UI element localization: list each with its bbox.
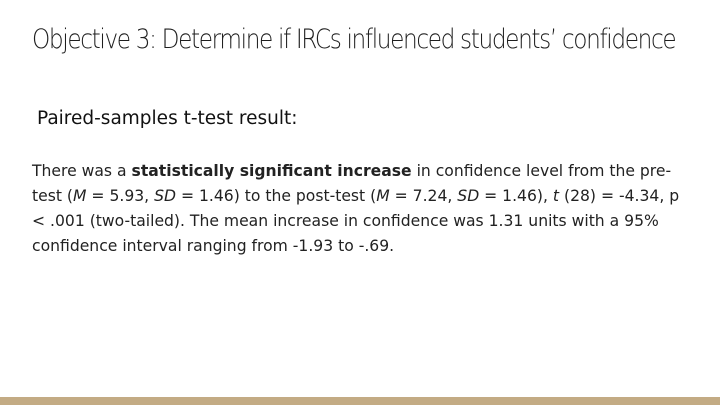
result-paragraph — [32, 159, 692, 259]
text-segment: = 7.24, — [389, 187, 458, 205]
slide-subtitle: Paired-samples t-test result: — [37, 108, 298, 129]
bottom-accent-bar — [0, 397, 720, 405]
text-segment: = 1.46) to the post-test ( — [176, 187, 377, 205]
text-segment: = 5.93, — [86, 187, 155, 205]
text-segment: There was a — [32, 162, 132, 180]
mean-symbol: M — [73, 187, 87, 205]
t-symbol: t — [552, 187, 560, 205]
sd-symbol: SD — [154, 187, 176, 205]
text-segment: = 1.46), — [479, 187, 553, 205]
sd-symbol: SD — [457, 187, 480, 205]
mean-symbol: M — [376, 187, 390, 205]
text-segment: (28) = -4.34, p < .001 (two-tailed). The mean increase in confidence was 1.31 units with a 95% confidence interval ranging from -1.93 to -.69. — [32, 187, 680, 255]
emphasis-text: statistically significant increase — [131, 162, 412, 180]
slide-title: Objective 3: Determine if IRCs influenced students’ confidence — [32, 24, 676, 55]
text-segment: in confidence level from the pre-test ( — [32, 162, 672, 205]
